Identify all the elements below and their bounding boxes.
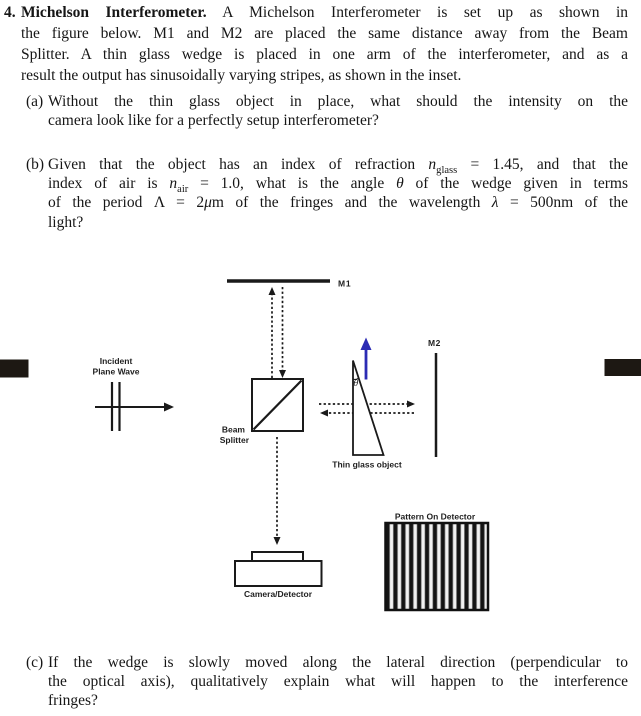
text-line: Given that the object has an index of refraction $n_{glass} = 1.45$, and that the	[48, 156, 628, 177]
text-line: the figure below. M1 and M2 are placed the same distance away from the Beam	[21, 25, 628, 42]
text-line: Michelson Interferometer. A Michelson Interferometer is set up as shown in	[21, 4, 629, 21]
pattern-label: Pattern On Detector	[394, 511, 476, 522]
text-line: Splitter. A thin glass wedge is placed in one arm of the interferometer, and as a	[21, 46, 628, 63]
text-line: Without the thin glass object in place, what should the intensity on the	[48, 93, 628, 110]
camera-label: Camera/Detector	[243, 589, 313, 599]
wedge-angle-theta-label: θ	[353, 379, 359, 388]
part-b-label: (b)	[26, 156, 45, 173]
text-line: result the output has sinusoidally varying stripes, as shown in the inset.	[21, 67, 462, 84]
camera-body	[235, 561, 322, 586]
fringe-pattern-inset	[386, 523, 489, 610]
part-a-label: (a)	[26, 93, 44, 110]
glass-wedge	[353, 361, 384, 456]
right-redaction-bar	[605, 359, 641, 376]
incident-label-line1: Incident	[99, 356, 133, 366]
text-line: fringes?	[48, 692, 98, 710]
problem-number: 4.	[4, 4, 16, 21]
text-line: light?	[48, 213, 84, 231]
left-redaction-bar	[0, 360, 29, 378]
lateral-motion-arrow-head	[361, 338, 372, 351]
text-line: index of air is $n_{air} = 1.0$, what is the angle θ of the wedge given in terms	[48, 175, 628, 196]
text-line: the optical axis), qualitatively explain what will happen to the interference	[48, 673, 628, 691]
glass-wedge-label: Thin glass object	[332, 459, 402, 470]
mirror-m1-label: M1	[338, 278, 352, 289]
mirror-m2-label: M2	[428, 338, 441, 348]
beam-splitter-label-line2: Splitter	[219, 435, 249, 445]
beam-splitter-label-line1: Beam	[221, 424, 245, 435]
text-line: camera look like for a perfectly setup interferometer?	[48, 112, 379, 130]
part-c-label: (c)	[26, 654, 44, 671]
incident-label-line2: Plane Wave	[92, 366, 140, 377]
text-line: If the wedge is slowly moved along the lateral direction (perpendicular to	[48, 654, 628, 671]
text-line: of the period Λ = 2μm of the fringes and the wavelength λ = 500nm of the	[48, 194, 628, 212]
